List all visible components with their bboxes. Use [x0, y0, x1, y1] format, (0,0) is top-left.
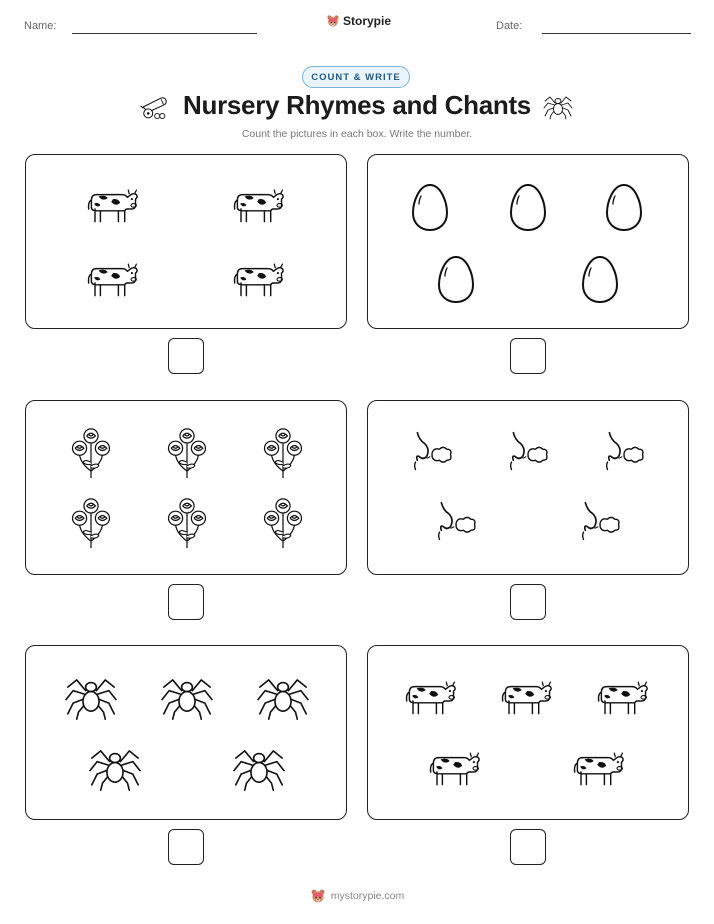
egg-icon: [410, 182, 450, 232]
page-title: Nursery Rhymes and Chants: [183, 90, 531, 120]
spider-icon: [88, 742, 142, 792]
answer-box-2[interactable]: [510, 338, 546, 374]
sneezing-nose-icon: [410, 429, 456, 475]
activity-badge: COUNT & WRITE: [302, 66, 410, 88]
answer-box-1[interactable]: [168, 338, 204, 374]
spider-icon: [160, 671, 214, 721]
spider-icon: [543, 92, 573, 120]
rose-icon: [165, 497, 209, 550]
sneezing-nose-icon: [506, 429, 552, 475]
egg-icon: [580, 254, 620, 304]
egg-icon: [508, 182, 548, 232]
counting-box-3: [25, 400, 347, 575]
spider-icon: [256, 671, 310, 721]
sneezing-nose-icon: [602, 429, 648, 475]
instructions: Count the pictures in each box. Write the number.: [241, 128, 473, 140]
counting-box-1: [25, 154, 347, 329]
counting-box-6: [367, 645, 689, 820]
counting-box-4: [367, 400, 689, 575]
cow-icon: [596, 674, 650, 719]
cow-icon: [86, 182, 140, 227]
cow-icon: [232, 256, 286, 301]
egg-icon: [604, 182, 644, 232]
rose-icon: [165, 427, 209, 480]
answer-box-6[interactable]: [510, 829, 546, 865]
counting-box-5: [25, 645, 347, 820]
rose-icon: [261, 497, 305, 550]
cow-icon: [86, 256, 140, 301]
cow-icon: [232, 182, 286, 227]
egg-icon: [436, 254, 476, 304]
rose-icon: [261, 427, 305, 480]
brand-logo: [326, 14, 391, 28]
bear-logo-icon: [326, 14, 340, 28]
rose-icon: [69, 497, 113, 550]
spider-icon: [232, 742, 286, 792]
cow-icon: [572, 745, 626, 790]
footer-url[interactable]: mystorypie.com: [330, 890, 405, 902]
bear-logo-icon: [310, 888, 326, 904]
cow-icon: [404, 674, 458, 719]
cow-icon: [428, 745, 482, 790]
answer-box-5[interactable]: [168, 829, 204, 865]
answer-box-4[interactable]: [510, 584, 546, 620]
sneezing-nose-icon: [578, 499, 624, 545]
name-line[interactable]: [72, 33, 257, 34]
sneezing-nose-icon: [434, 499, 480, 545]
date-label: Date:: [496, 20, 523, 32]
spider-icon: [64, 671, 118, 721]
rose-icon: [69, 427, 113, 480]
answer-box-3[interactable]: [168, 584, 204, 620]
name-label: Name:: [24, 20, 57, 32]
brand-name: Storypie: [343, 14, 392, 28]
date-line[interactable]: [542, 33, 691, 34]
counting-box-2: [367, 154, 689, 329]
cow-icon: [500, 674, 554, 719]
footer: [0, 888, 714, 904]
